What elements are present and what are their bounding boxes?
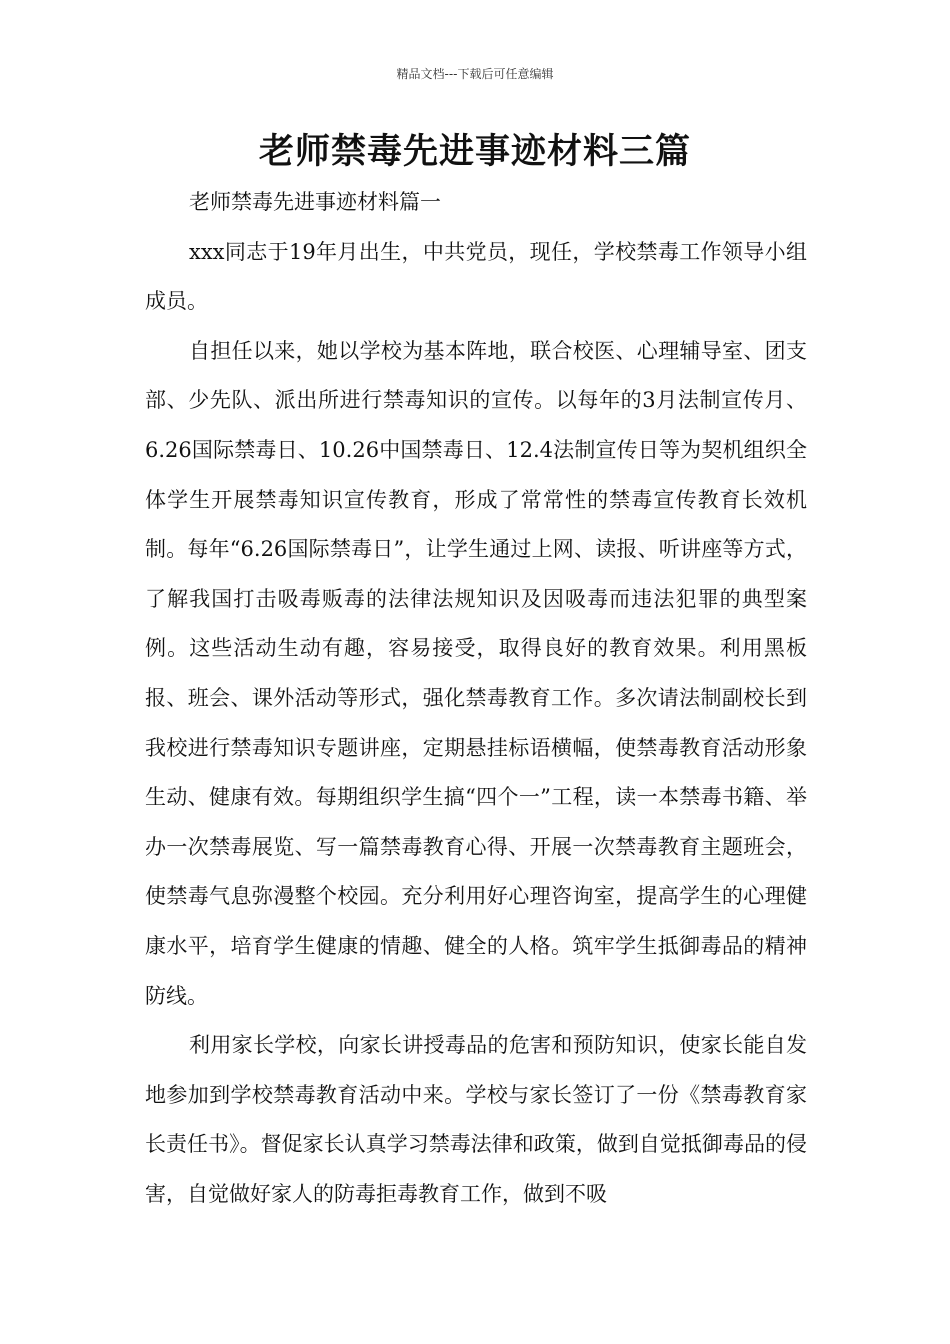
section-heading: 老师禁毒先进事迹材料篇一 [189,190,441,214]
document-title: 老师禁毒先进事迹材料三篇 [258,132,691,172]
header-note: 精品文档---下载后可任意编辑 [396,67,554,81]
paragraph: 利用家长学校，向家长讲授毒品的危害和预防知识，使家长能自发地参加到学校禁毒教育活动中来。学校与家长签订了一份《禁毒教育家长责任书》。督促家长认真学习禁毒法律和政策，做到自觉抵御毒品的侵害，自觉做好家人的防毒拒毒教育工作，做到不吸 [145,1033,807,1206]
paragraph: 自担任以来，她以学校为基本阵地，联合校医、心理辅导室、团支部、少先队、派出所进行禁毒知识的宣传。以每年的3月法制宣传月、6.26国际禁毒日、10.26中国禁毒日、12.4法制宣传日等为契机组织全体学生开展禁毒知识宣传教育，形成了常常性的禁毒宣传教育长效机制。每年“6.26国际禁毒日”，让学生通过上网、读报、听讲座等方式，了解我国打击吸毒贩毒的法律法规知识及因吸毒而违法犯罪的典型案例。这些活动生动有趣，容易接受，取得良好的教育效果。利用黑板报、班会、课外活动等形式，强化禁毒教育工作。多次请法制副校长到我校进行禁毒知识专题讲座，定期悬挂标语横幅，使禁毒教育活动形象生动、健康有效。每期组织学生搞“四个一”工程，读一本禁毒书籍、举办一次禁毒展览、写一篇禁毒教育心得、开展一次禁毒教育主题班会，使禁毒气息弥漫整个校园。充分利用好心理咨询室，提高学生的心理健康水平，培育学生健康的情趣、健全的人格。筑牢学生抵御毒品的精神防线。 [145,338,807,1008]
paragraph: xxx同志于19年月出生，中共党员，现任，学校禁毒工作领导小组成员。 [145,239,807,314]
document-body [145,178,807,1219]
